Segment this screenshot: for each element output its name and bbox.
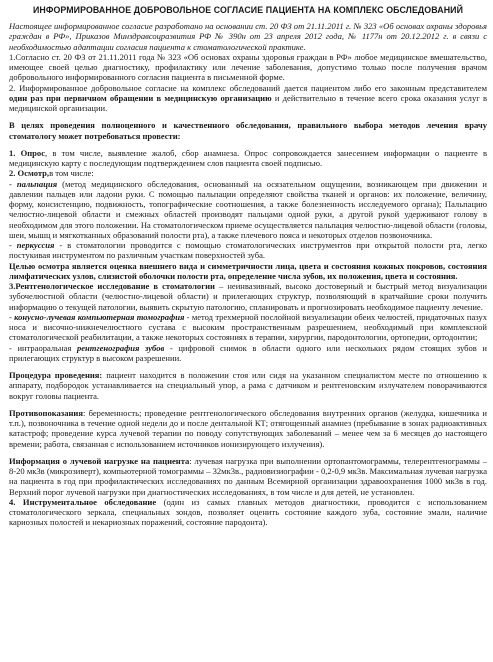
radiation-load-paragraph [9,456,487,497]
procedure-paragraph [9,370,487,401]
item-2-text: в том числе: [49,168,94,179]
contraindications-text: : беременность; проведение рентгенологического обследования внутренних органов (желудка, кишечника и т.п.), позвоночника в течение одной недели до и после дентальной КТ; отягощенный анамнез (пребывание в зонах радиоактивных катастроф; проведение курса лучевой терапии по поводу сопутствующих заболеваний – менее чем за 6 месяцев до настоящего времени; работа, связанная с использованием источников ионизирующего излучения). [9,407,487,449]
percussion-term: перкуссия [16,240,55,250]
percussion-dash: - [9,240,17,250]
palpation-paragraph [9,179,487,241]
procedure-text: пациент находится в положении стоя или сидя на указанном специалистом месте по отношению к аппарату, подбородок устанавливается на специальный упор, а рама с датчиком и рентгеновским излучателем поворачиваются вокруг головы пациента. [9,370,488,401]
paragraph-2-text: 2. Информированное добровольное согласие на комплекс обследований дается пациентом либо его законным представителем [9,82,487,93]
cbct-term: конусно-лучевая компьютерная томография [14,311,185,322]
palpation-dash: - [9,178,17,189]
intraoral-paragraph [9,343,487,364]
procedure-heading: Процедура проведения: [9,370,103,380]
item-4-heading: 4. Инструментальное обследование [9,496,157,507]
contraindications-paragraph [9,408,487,449]
palpation-text: (метод медицинского обследования, основанный на осязательном ощущении, возникающем при движении и давлении пальцев или ладони руки. С помощью пальпации определяют свойства тканей и органов: их положение, величину, форму, консистенцию, подвижность, топографические соотношения, а также болезненность исследуемого органа); Пальпацию челюстно-лицевой области и смежных областей производят пальцами одной руки, а другой рукой удерживают голову в необходимом для этого положении. На стоматологическом приеме осуществляется пальпация челюстно-лицевой области (головы, шеи, мышц и мягкотканных образований полости рта), а также плечевого пояса и некоторых отделов позвоночника. [9,178,487,240]
radiation-load-heading: Информация о лучевой нагрузке на пациента [9,455,190,466]
cbct-paragraph [9,312,487,343]
paragraph-2 [9,83,487,114]
item-2-heading: 2. Осмотр, [9,168,50,179]
paragraph-2-tail: и действительно в течение всего срока оказания услуг в медицинской организации. [9,92,487,113]
intraoral-lead: - интраоральная [9,342,77,353]
item-1-heading: 1. Опрос [9,147,46,158]
intraoral-text: - цифровой снимок в области одного или нескольких рядом стоящих зубов и прилегающих структур в высоком разрешении. [9,342,487,363]
consent-document [9,5,487,528]
intro-paragraph: Настоящее информированное согласие разработано на основании ст. 20 ФЗ от 21.11.2011 г. № 323 «Об основах охраны здоровья граждан в РФ», Приказов Минздравсоцразвития РФ № 390н от 23 апреля 2012 года, № 1177н от 20.12.2012 г. в связи с необходимостью адаптации согласия пациента к стоматологической практике. [9,21,487,52]
percussion-paragraph [9,240,487,261]
cbct-dash: - [9,311,15,322]
item-1-interview [9,148,487,169]
item-3-heading: 3.Рентгенологическое исследование в стоматологии [9,281,215,291]
percussion-text: - в стоматологии проводится с помощью стоматологических инструментов при открытой полости рта, легко постукивая инструментом по различным участкам поверхностей зуба. [9,240,488,261]
intraoral-term: рентгенография зубов [76,342,165,353]
paragraph-2-emphasis: один раз при первичном обращении в медицинскую организацию [9,92,272,103]
item-3-xray [9,281,487,312]
item-1-text: , в том числе, выявление жалоб, сбор анамнеза. Опрос сопровождается занесением информации о пациенте в медицинскую карту с последующим подтверждением слов пациента своей подписью. [9,147,487,168]
paragraph-1: 1.Согласно ст. 20 ФЗ от 21.11.2011 года № 323 «Об основах охраны здоровья граждан в РФ» любое медицинское вмешательство, имеющее своей целью диагностику, профилактику или лечение заболевания, допустимо только после получения врачом добровольного информированного согласия пациента в письменной форме. [9,51,487,83]
radiation-load-text: : лучевая нагрузка при выполнении ортопантомограммы, телерентгенограммы – 8-20 мк3в (микрозиверт), компьютерной томограммы – 32мк3в., радиовизиографии - 0,2-0,9 мк3в. Максимальная лучевая нагрузка на пациента в год при профилактических исследованиях по данным Всемирной организации здравоохранения 1000 мк3в в год. Верхний порог лучевой нагрузки при диагностических исследованиях, в том числе и для детей, не установлен. [9,455,487,497]
document-title: ИНФОРМИРОВАННОЕ ДОБРОВОЛЬНОЕ СОГЛАСИЕ ПАЦИЕНТА НА КОМПЛЕКС ОБСЛЕДОВАНИЙ [32,5,464,15]
palpation-term: пальпация [16,178,58,189]
cbct-text: - метод трехмерной послойной визуализации обеих челюстей, придаточных пазух носа и височно-нижнечелюстного сустава с высоким пространственным разрешением, необходимый при комплексной стоматологической реабилитации, а также некоторых состояниях в терапии, хирургии, пародонтологии, ортопедии, ортодонтии; [9,311,488,343]
item-4-text: (один из самых главных методов диагностики, проводится с использованием стоматологического зеркала, специальных зондов, позволяет оценить состояние каждого зуба, состояние эмали, наличие кариозных полостей и некариозных поражений, состояние пародонта). [9,496,488,528]
item-3-text: – неинвазивный, высоко достоверный и быстрый метод визуализации зубочелюстной области (челюстно-лицевой области) и прилегающих структур, позволяющий в кратчайшие сроки получить информацию о текущей патологии, выявить скрытую патологию, спланировать и прогнозировать необходимое пациенту лечение. [9,281,487,312]
exam-goal: Целью осмотра является оценка внешнего вида и симметричности лица, цвета и состояния кожных покровов, состояния лимфатических узлов, слизистой оболочки полости рта, определение числа зубов, их положения, цвета и состояния. [9,260,487,281]
exam-intro: В целях проведения полноценного и качественного обследования, правильного выбора методов лечения врачу стоматологу может потребоваться провести: [9,120,487,141]
contraindications-heading: Противопоказания [9,407,83,418]
item-2-examination [9,168,487,178]
item-4-instrumental [9,497,487,528]
